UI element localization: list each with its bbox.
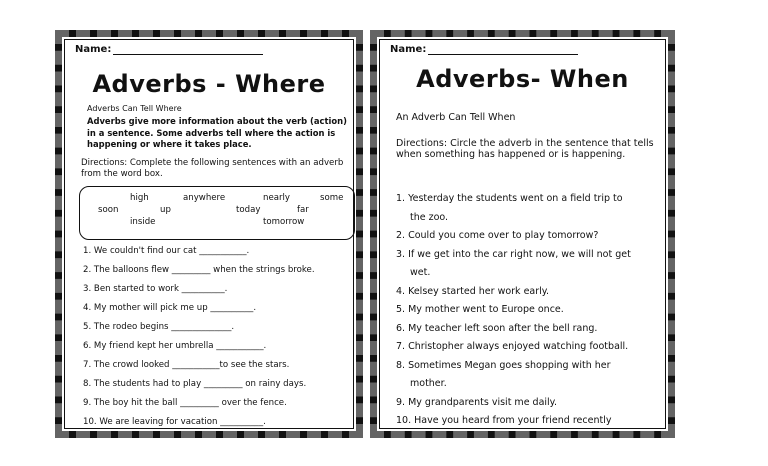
word-today: today [236,205,261,215]
list-item: 7. Christopher always enjoyed watching football. [396,341,629,352]
page-title: Adverbs - Where [92,70,326,98]
word-some: some [320,193,344,203]
name-line[interactable] [428,54,578,55]
list-item: 4. Kelsey started her work early. [396,285,550,297]
subtitle: Adverbs Can Tell Where [87,104,182,113]
word-box [79,186,355,240]
name-label: Name: [390,44,427,55]
word-nearly: nearly [263,193,291,203]
list-item: the zoo. [410,211,449,223]
worksheet-adverbs-where [55,30,363,438]
subtitle: An Adverb Can Tell When [396,112,516,123]
list-item: 10. Have you heard from your friend recently [396,415,612,426]
word-inside: inside [130,217,156,227]
sentence-list [83,246,365,436]
name-field[interactable] [75,44,263,55]
list-item: 2. Could you come over to play tomorrow? [396,230,599,241]
list-item: 5. The rodeo begins ______________. [83,322,235,332]
name-line[interactable] [113,54,263,55]
list-item: 5. My mother went to Europe once. [396,304,564,315]
name-field[interactable] [390,44,578,55]
list-item: 4. My mother will pick me up __________. [83,303,257,313]
list-item: 8. The students had to play _________ on rainy days. [83,379,307,389]
word-far: far [297,205,309,215]
sentence-list [396,190,680,431]
list-item: 3. Ben started to work __________. [83,284,228,294]
list-item: 6. My teacher left soon after the bell rang. [396,322,598,334]
directions: Directions: Complete the following sentences with an adverb from the word box. [81,158,344,179]
list-item: wet. [410,267,431,278]
list-item: 1. Yesterday the students went on a field trip to [396,193,623,204]
list-item: 2. The balloons flew _________ when the strings broke. [83,265,315,275]
word-anywhere: anywhere [183,193,226,203]
directions: Directions: Circle the adverb in the sentence that tells when something has happened or is happening. [396,138,654,160]
list-item: 10. We are leaving for vacation __________. [83,417,266,427]
worksheet-inner-frame [64,39,354,429]
list-item: 8. Sometimes Megan goes shopping with her [396,359,611,371]
list-item: 3. If we get into the car right now, we will not get [396,248,631,260]
word-tomorrow: tomorrow [263,217,305,227]
list-item: 9. The boy hit the ball _________ over the fence. [83,398,287,408]
worksheet-adverbs-when [370,30,675,438]
word-up: up [160,205,171,215]
list-item: 1. We couldn't find our cat ___________. [83,246,250,256]
name-label: Name: [75,44,112,55]
worksheet-inner-frame [379,39,666,429]
word-soon: soon [98,205,119,215]
list-item: 9. My grandparents visit me daily. [396,396,557,408]
list-item: 6. My friend kept her umbrella ___________. [83,341,267,351]
list-item: 7. The crowd looked ___________to see the stars. [83,360,290,370]
list-item: mother. [410,378,447,389]
page-title: Adverbs- When [416,65,629,93]
word-high: high [130,193,149,203]
info-text: Adverbs give more information about the verb (action) in a sentence. Some adverbs tell where the action is happening or where it takes place. [87,116,347,149]
